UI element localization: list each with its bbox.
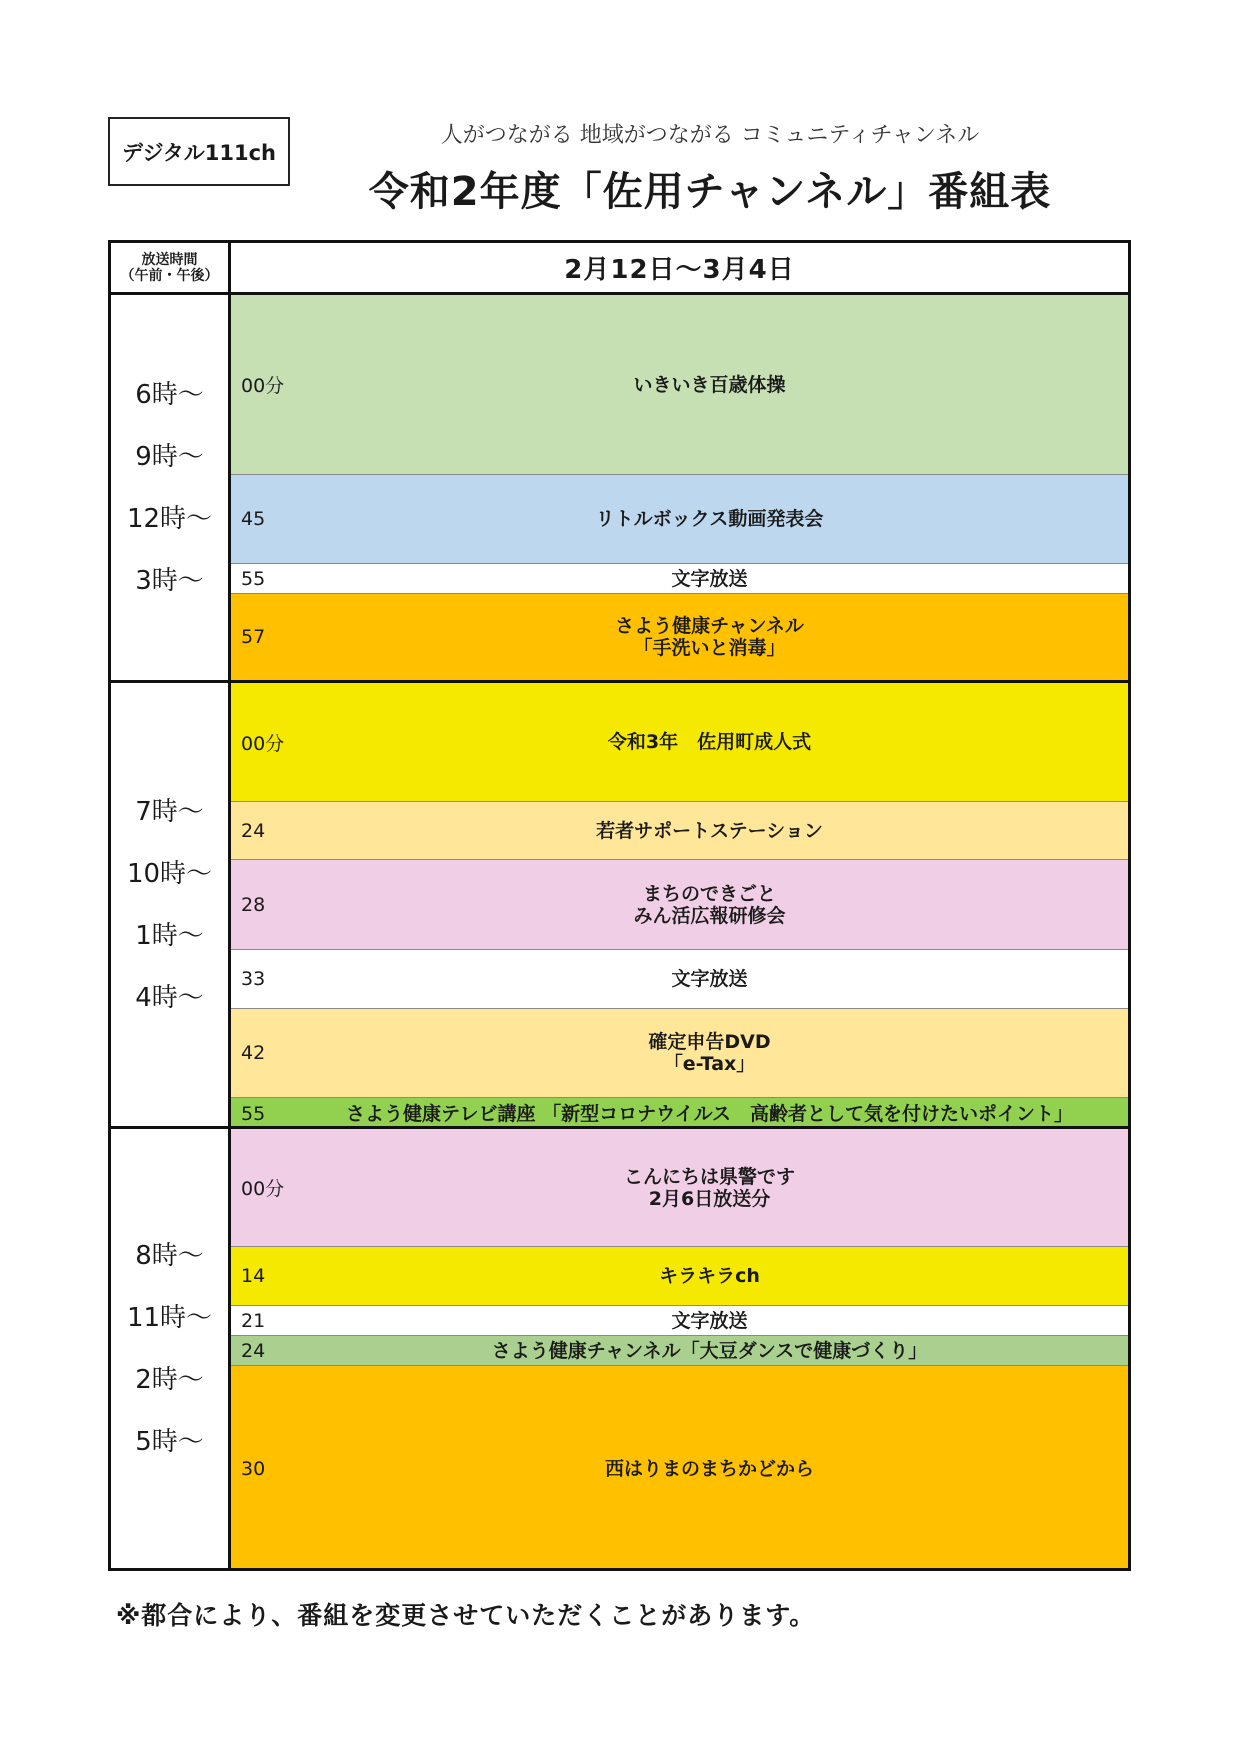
program-title <box>291 1098 1128 1129</box>
program-title <box>291 683 1128 801</box>
program-row <box>231 1009 1128 1098</box>
program-title-line: キラキラch <box>659 1265 760 1287</box>
program-title <box>291 802 1128 859</box>
time-block <box>111 1126 1128 1568</box>
program-start-minute: 14 <box>241 1265 266 1287</box>
program-title-line: さよう健康チャンネル「大豆ダンスで健康づくり」 <box>491 1339 928 1362</box>
program-title <box>291 1306 1128 1335</box>
program-start-minute: 55 <box>241 1102 266 1125</box>
hour-label: 12時～ <box>126 503 213 534</box>
program-title <box>291 1366 1128 1571</box>
broadcast-period: 2月12日～3月4日 <box>231 243 1128 295</box>
program-start-minute: 24 <box>241 819 266 842</box>
channel-number-box <box>108 117 290 186</box>
program-row <box>231 475 1128 564</box>
program-start-minute: 42 <box>241 1042 266 1064</box>
program-title-line: まちのできごと <box>642 882 776 905</box>
am-pm-label: （午前・午後） <box>120 267 219 284</box>
broadcast-time-header <box>111 243 231 295</box>
hour-label: 6時～ <box>135 379 204 410</box>
program-title-line: さよう健康テレビ講座 「新型コロナウイルス 高齢者として気を付けたいポイント」 <box>345 1102 1074 1125</box>
program-row <box>231 1129 1128 1247</box>
page-title: 令和2年度「佐用チャンネル」番組表 <box>368 169 1052 215</box>
program-start-minute: 45 <box>241 508 266 530</box>
program-title-line: 「e-Tax」 <box>663 1053 756 1075</box>
program-title-line: みん活広報研修会 <box>633 904 786 927</box>
program-start-minute: 57 <box>241 626 266 648</box>
program-title <box>291 594 1128 680</box>
program-start-minute: 00分 <box>241 375 285 397</box>
program-title <box>291 564 1128 593</box>
program-row <box>231 564 1128 594</box>
hour-label: 2時～ <box>135 1364 204 1395</box>
program-title-line: 文字放送 <box>671 968 748 990</box>
program-row <box>231 295 1128 475</box>
program-row <box>231 1366 1128 1571</box>
hour-label: 4時～ <box>135 982 204 1013</box>
program-title-line: 文字放送 <box>671 567 748 590</box>
program-title-line: こんにちは県警です <box>623 1165 795 1188</box>
program-title <box>291 950 1128 1008</box>
program-title-line: リトルボックス動画発表会 <box>595 508 824 530</box>
tagline: 人がつながる 地域がつながる コミュニティチャンネル <box>440 123 980 148</box>
broadcast-time-label: 放送時間 <box>141 251 198 268</box>
program-title-line: さよう健康チャンネル <box>615 615 804 637</box>
program-row <box>231 1098 1128 1129</box>
program-start-minute: 30 <box>241 1457 266 1480</box>
program-title <box>291 1336 1128 1365</box>
program-start-minute: 28 <box>241 893 266 916</box>
program-title-line: 2月6日放送分 <box>648 1187 771 1210</box>
program-row <box>231 950 1128 1009</box>
channel-number: デジタル111ch <box>122 140 276 165</box>
program-start-minute: 00分 <box>241 1178 285 1200</box>
program-title <box>291 1129 1128 1246</box>
program-start-minute: 33 <box>241 968 266 990</box>
program-title-line: 文字放送 <box>671 1309 748 1332</box>
program-title-line: 確定申告DVD <box>648 1031 771 1053</box>
hour-list <box>111 295 231 680</box>
program-row <box>231 1306 1128 1336</box>
program-title-line: いきいき百歳体操 <box>633 373 786 396</box>
program-row <box>231 683 1128 802</box>
hour-label: 8時～ <box>135 1240 204 1271</box>
footer-note: ※都合により、番組を変更させていただくことがあります。 <box>116 1601 816 1630</box>
program-start-minute: 00分 <box>241 732 285 755</box>
hour-label: 9時～ <box>135 441 204 472</box>
time-block <box>111 295 1128 680</box>
schedule-table <box>108 240 1131 1571</box>
program-title <box>291 1247 1128 1305</box>
hour-label: 11時～ <box>126 1302 213 1333</box>
hour-label: 3時～ <box>135 565 204 596</box>
program-title <box>291 860 1128 949</box>
program-start-minute: 55 <box>241 567 266 590</box>
program-title <box>291 475 1128 563</box>
program-title-line: 「手洗いと消毒」 <box>633 637 786 659</box>
hour-label: 1時～ <box>135 920 204 951</box>
hour-label: 5時～ <box>135 1426 204 1457</box>
time-block <box>111 680 1128 1126</box>
program-title-line: 若者サポートステーション <box>596 819 823 842</box>
hour-list <box>111 1129 231 1568</box>
program-title <box>291 1009 1128 1097</box>
program-row <box>231 802 1128 860</box>
program-start-minute: 21 <box>241 1309 266 1332</box>
hour-list <box>111 683 231 1126</box>
program-title <box>291 295 1128 474</box>
program-start-minute: 24 <box>241 1339 266 1362</box>
program-title-line: 令和3年 佐用町成人式 <box>607 731 812 753</box>
program-title-line: 西はりまのまちかどから <box>604 1457 814 1480</box>
program-row <box>231 860 1128 950</box>
program-row <box>231 594 1128 680</box>
program-row <box>231 1336 1128 1366</box>
program-row <box>231 1247 1128 1306</box>
hour-label: 7時～ <box>135 796 204 827</box>
hour-label: 10時～ <box>126 858 213 889</box>
